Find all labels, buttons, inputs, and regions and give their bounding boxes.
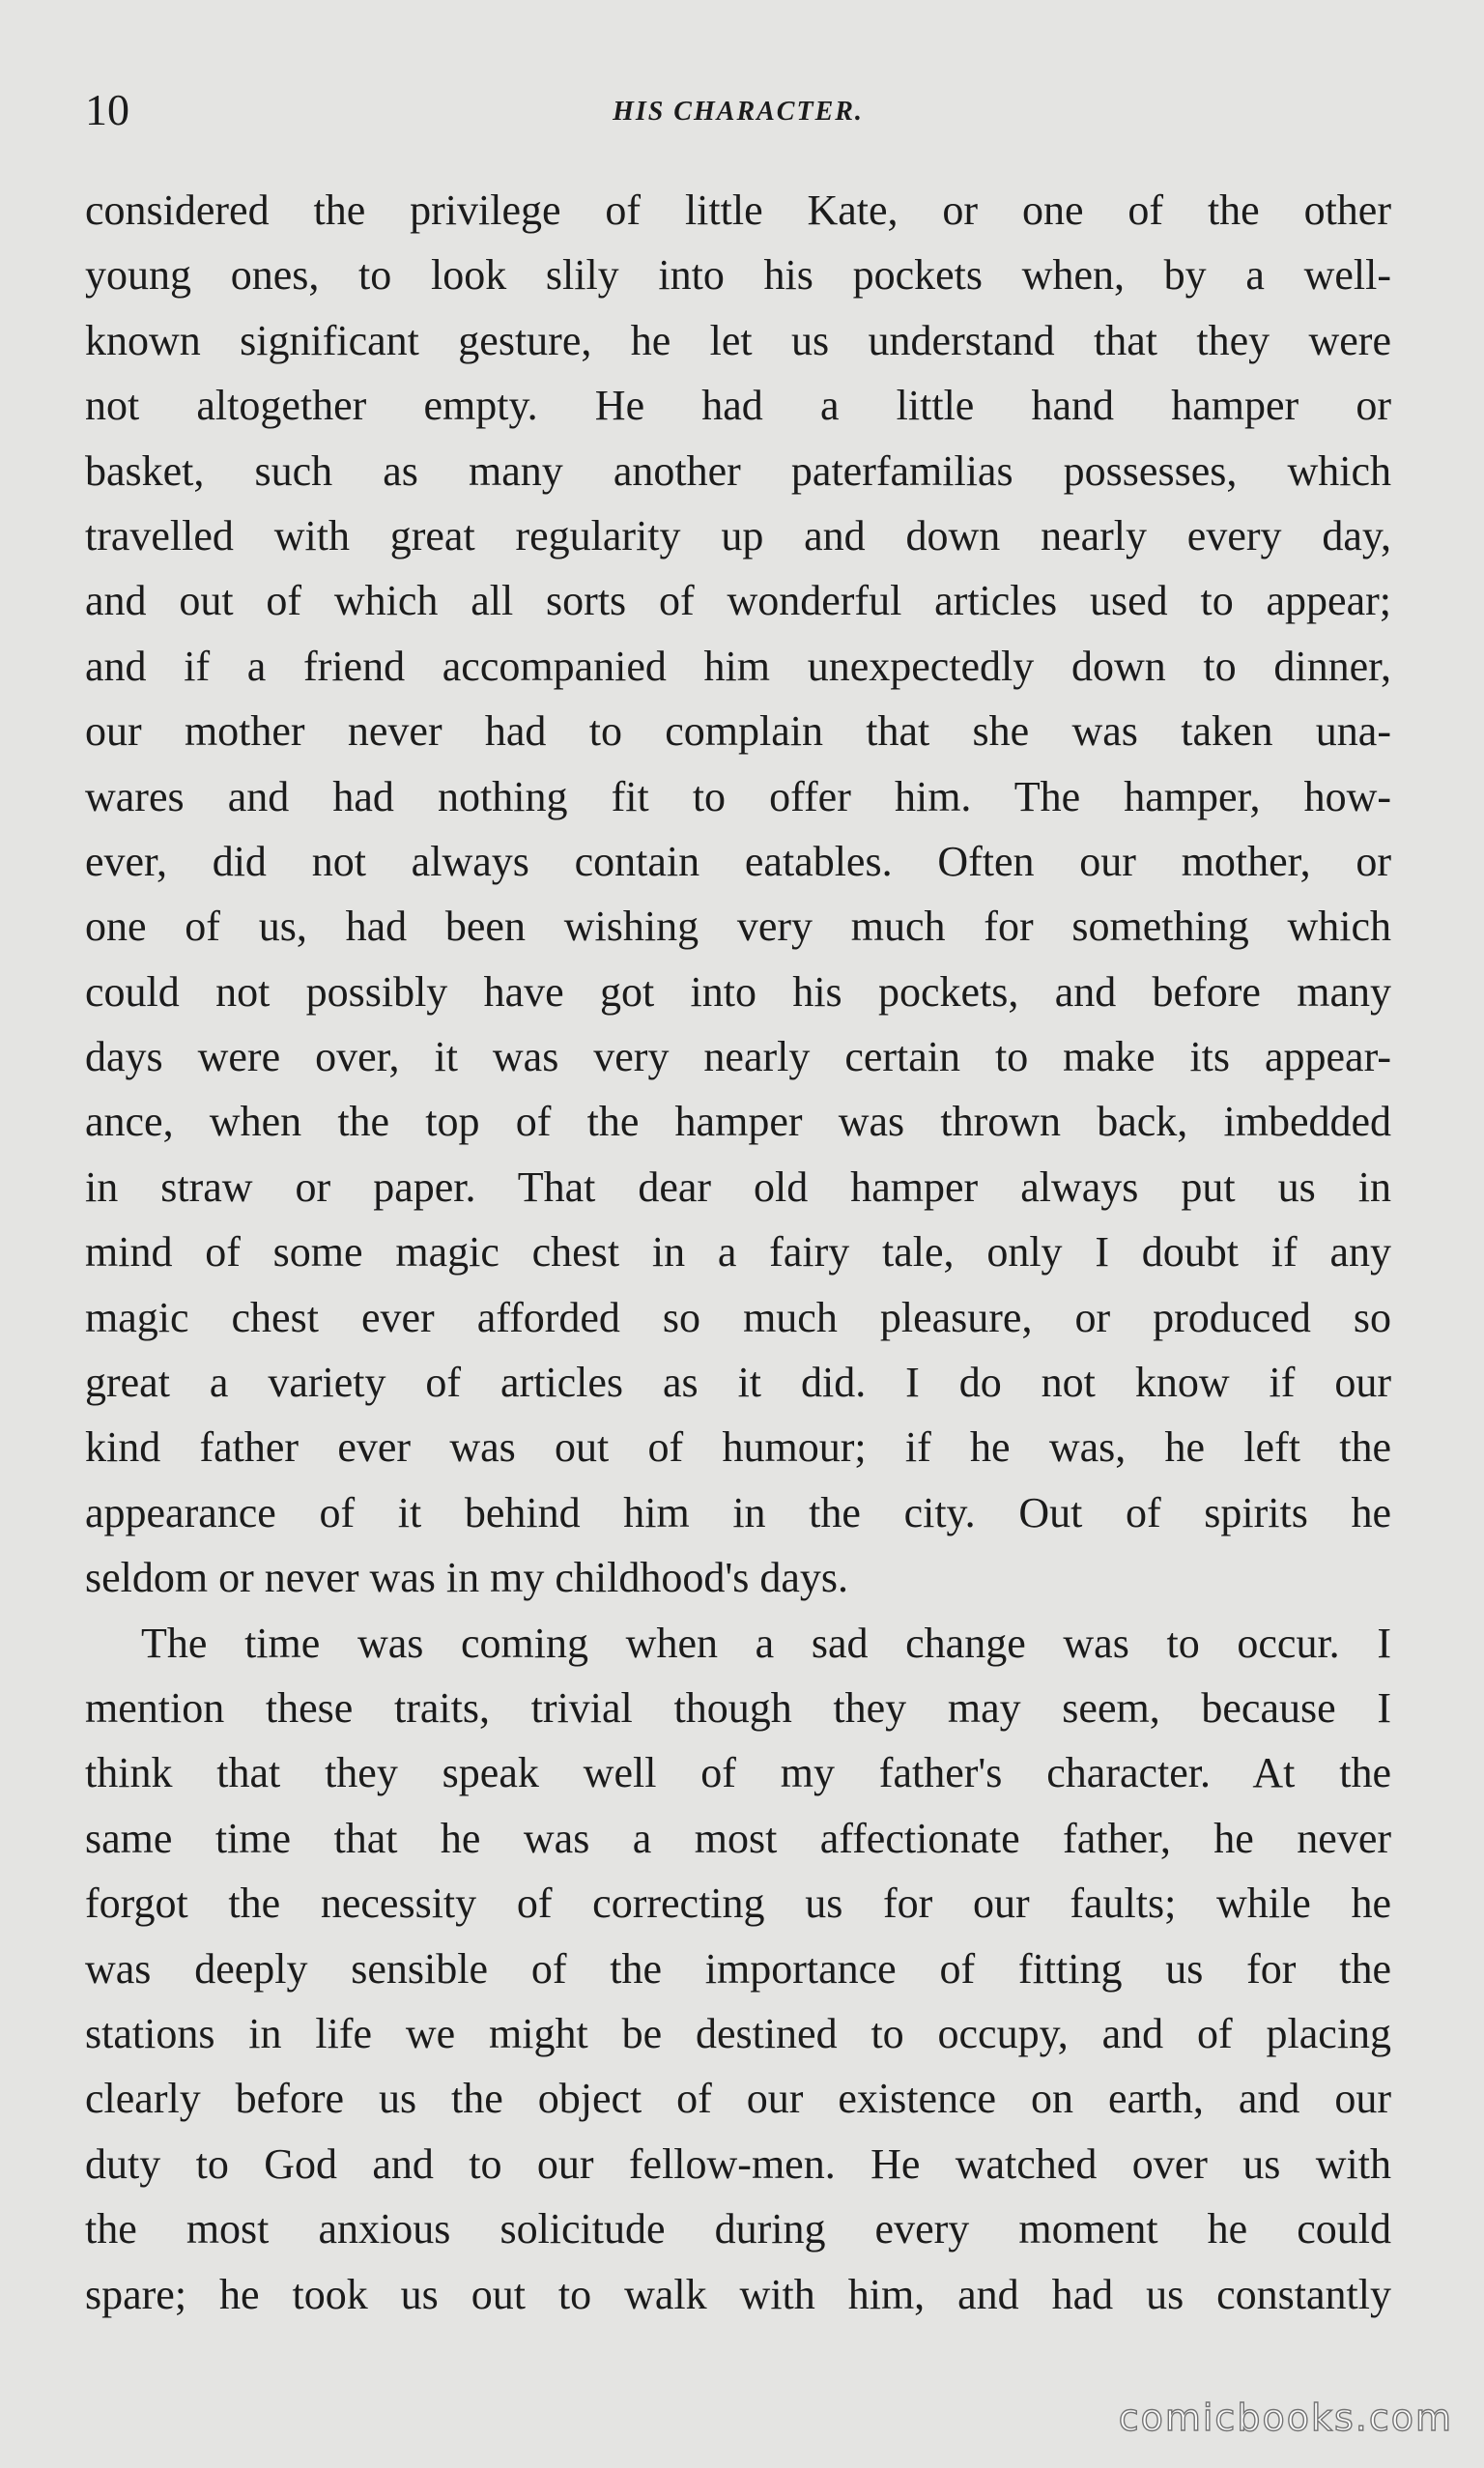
text-line: clearly before us the object of our existence on earth, and our [85,2075,1391,2123]
text-line: in straw or paper. That dear old hamper always put us in [85,1162,1391,1211]
text-line: travelled with great regularity up and down nearly every day, [85,511,1391,560]
running-head: HIS CHARACTER. [613,97,864,127]
text-line: seldom or never was in my childhood's days. [85,1554,849,1602]
text-line: same time that he was a most affectionate father, he never [85,1814,1391,1862]
text-line: basket, such as many another paterfamilias possesses, which [85,446,1391,495]
text-line: was deeply sensible of the importance of fitting us for the [85,1944,1391,1993]
text-line: mention these traits, trivial though they may seem, because I [85,1683,1391,1732]
text-line: could not possibly have got into his pockets, and before many [85,967,1391,1016]
text-line: stations in life we might be destined to occupy, and of placing [85,2009,1391,2057]
text-line: ever, did not always contain eatables. Often our mother, or [85,837,1391,885]
text-line: the most anxious solicitude during every moment he could [85,2205,1391,2253]
text-line: duty to God and to our fellow-men. He watched over us with [85,2139,1391,2188]
text-line: appearance of it behind him in the city. Out of spirits he [85,1488,1391,1536]
text-line: kind father ever was out of humour; if he was, he left the [85,1423,1391,1472]
text-line: our mother never had to complain that she was taken una- [85,707,1391,756]
page-header [85,81,1391,139]
body-text [85,178,1391,2327]
page-number: 10 [85,85,129,134]
text-line: and if a friend accompanied him unexpectedly down to dinner, [85,642,1391,690]
text-line: considered the privilege of little Kate, or one of the other [85,187,1391,234]
paragraph-2 [85,1611,1391,2327]
watermark: comicbooks.com [1118,2396,1453,2439]
text-line: spare; he took us out to walk with him, and had us constantly [85,2270,1391,2318]
text-line: days were over, it was very nearly certain to make its appear- [85,1033,1391,1081]
text-line: young ones, to look slily into his pockets when, by a well- [85,251,1391,300]
text-line: known significant gesture, he let us understand that they were [85,316,1391,364]
text-line: forgot the necessity of correcting us for our faults; while he [85,1880,1391,1928]
text-line: ance, when the top of the hamper was thrown back, imbedded [85,1098,1391,1146]
paragraph-1 [85,178,1391,1611]
text-line: wares and had nothing fit to offer him. The hamper, how- [85,772,1391,820]
text-line: think that they speak well of my father's character. At the [85,1749,1391,1797]
text-line: not altogether empty. He had a little hand hamper or [85,382,1391,430]
text-line: mind of some magic chest in a fairy tale, only I doubt if any [85,1228,1391,1277]
text-line: magic chest ever afforded so much pleasure, or produced so [85,1293,1391,1341]
text-line: and out of which all sorts of wonderful articles used to appear; [85,577,1391,625]
text-line: great a variety of articles as it did. I do not know if our [85,1359,1391,1407]
text-line: The time was coming when a sad change was to occur. I [141,1619,1391,1667]
text-line: one of us, had been wishing very much for something which [85,903,1391,951]
